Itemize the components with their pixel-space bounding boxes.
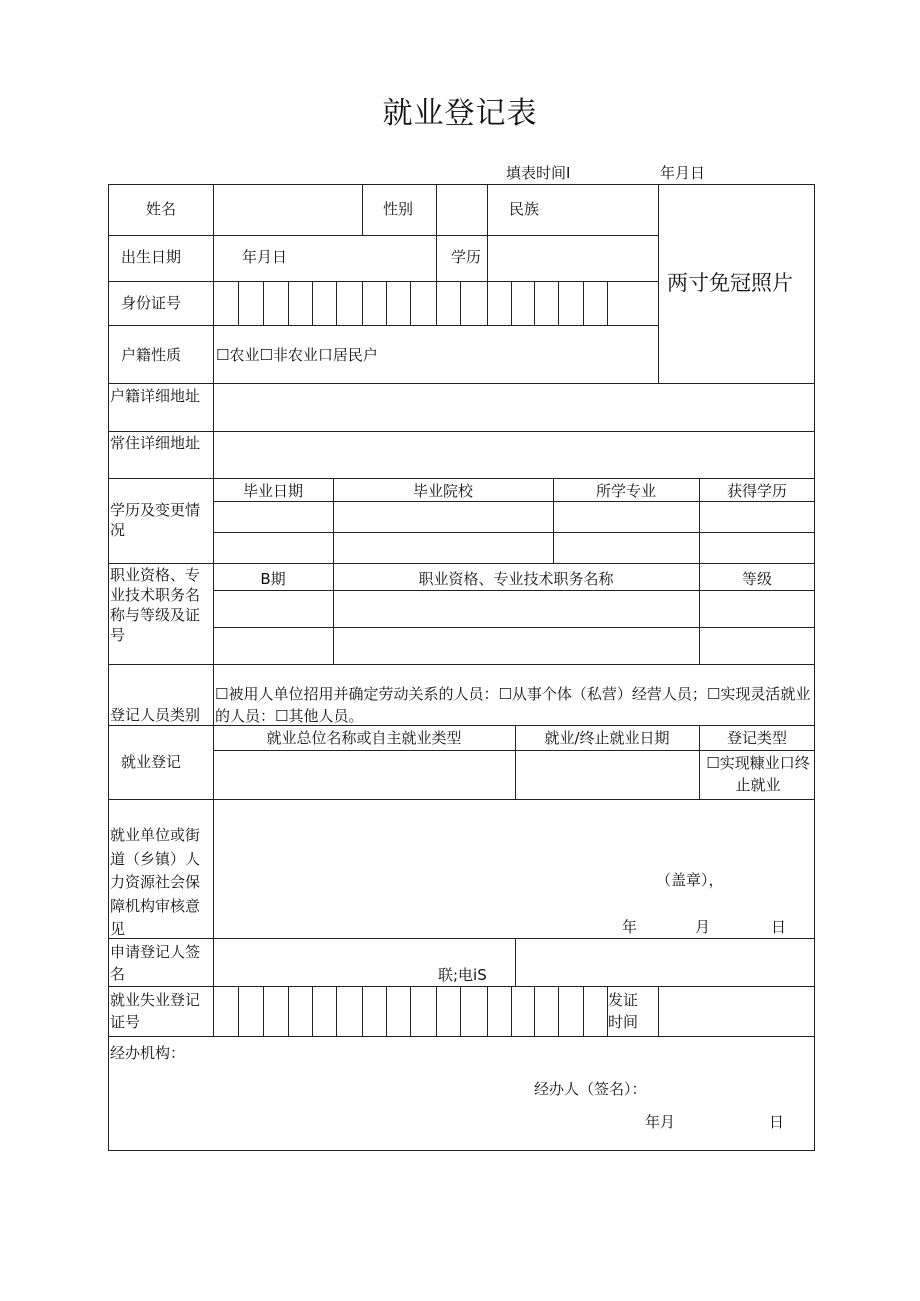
ethnicity-label: 民族: [509, 200, 540, 218]
emp-type-options[interactable]: ☐实现糠业口终止就业: [706, 754, 810, 794]
review-label: 就业单位或街道（乡镇）人力资源社会保障机构审核意见: [110, 826, 201, 938]
edu-header-degree: 获得学历: [726, 482, 787, 500]
household-type-label: 户籍性质: [121, 346, 182, 364]
page-title: 就业登记表: [382, 96, 538, 131]
education-label: 学历: [451, 248, 482, 266]
gender-label: 性别: [383, 200, 414, 218]
review-year: 年: [622, 918, 638, 936]
registrant-category-label: 登记人员类别: [110, 706, 201, 724]
education-history-label: 学历及变更情况: [110, 501, 201, 539]
photo-placeholder: 两寸免冠照片: [667, 271, 793, 295]
id-number-label: 身份证号: [121, 294, 182, 312]
review-day: 日: [771, 918, 787, 936]
household-type-options[interactable]: ☐农业☐非农业口居民户: [216, 346, 378, 364]
edu-header-school: 毕业院校: [412, 482, 473, 500]
review-month: 月: [695, 918, 711, 936]
certificate-number-label: 就业失业登记证号: [110, 991, 201, 1031]
edu-header-major: 所学专业: [595, 482, 656, 500]
review-seal: （盖章），: [656, 871, 724, 889]
birth-date-label: 出生日期: [121, 248, 182, 266]
agency-label: 经办机构：: [110, 1044, 186, 1062]
issue-time-label: 发证时间: [608, 991, 639, 1031]
name-label: 姓名: [146, 200, 177, 218]
agency-year-month: 年月: [645, 1113, 676, 1131]
emp-header-unit: 就业总位名称或自主就业类型: [266, 729, 462, 747]
residence-address-label: 常住详细地址: [110, 434, 201, 452]
household-address-label: 户籍详细地址: [110, 387, 201, 405]
applicant-phone-label: 联;电iS: [438, 966, 487, 984]
employment-registration-label: 就业登记: [121, 753, 182, 771]
handler-signature-label: 经办人（签名）：: [534, 1080, 647, 1098]
fill-time-label: 填表时间Ⅰ: [506, 164, 571, 182]
qual-header-level: 等级: [741, 570, 772, 588]
qualification-label: 职业资格、专业技术职务名称与等级及证号: [110, 566, 201, 644]
qual-header-name: 职业资格、专业技术职务名称: [418, 570, 614, 588]
registrant-category-options[interactable]: ☐被用人单位招用并确定劳动关系的人员：☐从事个体（私营）经营人员；☐实现灵活就业的人员：☐其他人员。: [215, 685, 811, 725]
agency-day: 日: [769, 1113, 785, 1131]
emp-header-date: 就业/终止就业日期: [544, 729, 670, 747]
emp-header-type: 登记类型: [726, 729, 787, 747]
birth-date-ymd: 年月日: [242, 248, 288, 266]
fill-time-ymd: 年月日: [660, 164, 706, 182]
applicant-signature-label: 申请登记人签名: [110, 943, 201, 983]
qual-header-date: B期: [260, 570, 286, 588]
edu-header-graduation-date: 毕业日期: [242, 482, 303, 500]
